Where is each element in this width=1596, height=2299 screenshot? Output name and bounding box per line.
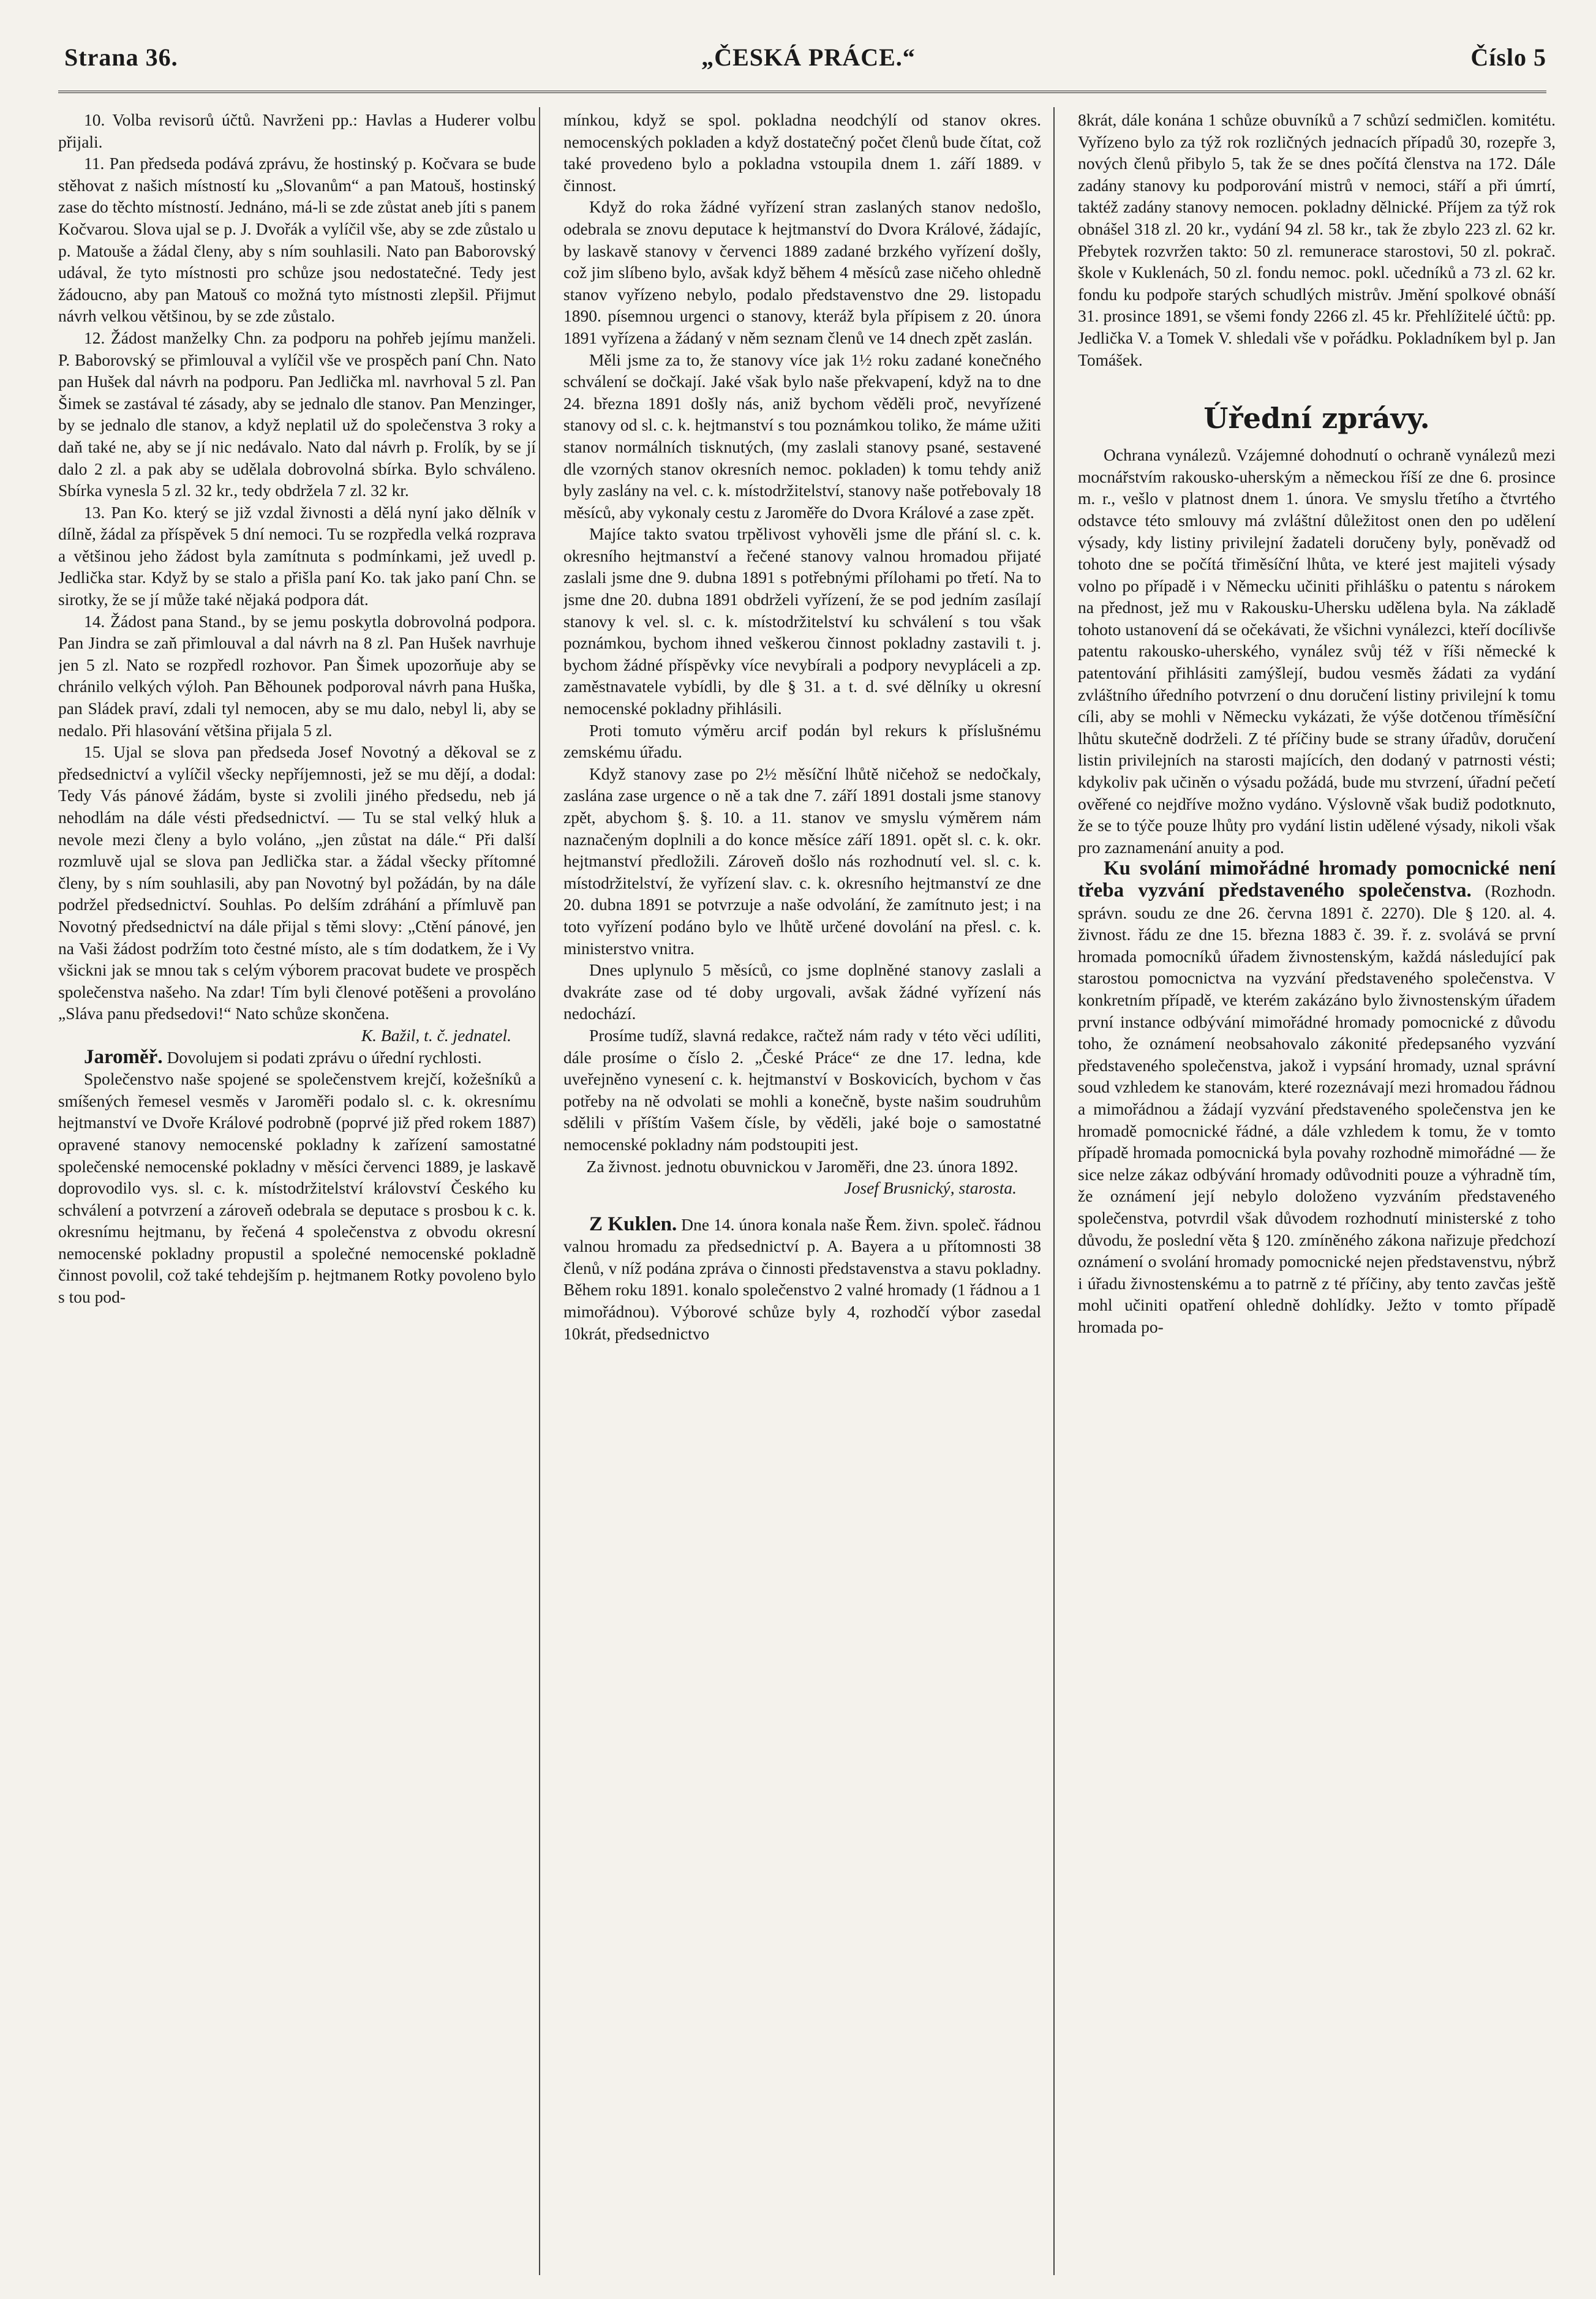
page-number: Strana 36.: [64, 43, 178, 71]
paragraph: Proti tomuto výměru arcif podán byl rekurs k příslušnému zemskému úřadu.: [563, 720, 1041, 762]
paragraph: 11. Pan předseda podává zprávu, že hostinský p. Kočvara se bude stěhovat z našich místností ku „Slovanům“ a pan Matouš, hostinský zase do těchto místností. Jednáno, má-li se zde zůstat aneb jíti s panem Kočvarou. Slova ujal se p. J. Dvořák a vylíčil vše, aby se zde zůstalo u p. Matouše a žádal členy, aby s ním souhlasili. Nato pan Baborovský udával, že tyto místnosti pro schůze jsou nedostatečné. Tedy jest žádoucno, aby pan Matouš co možná tyto místnosti zlepšil. Přijmut návrh velkou většinou, by se zde zůstalo.: [58, 154, 536, 326]
section-heading-kuklen: Z Kuklen.: [589, 1213, 677, 1235]
paragraph-lead: Dovolujem si podati zprávu o úřední rychlosti.: [167, 1047, 482, 1067]
column-divider: [539, 107, 540, 2275]
paragraph: Když stanovy zase po 2½ měsíční lhůtě ničehož se nedočkaly, zaslána zase urgence o ně a tak dne 7. září 1891 dostali jsme stanovy zpět, abychom §. §. 10. a 11. stanov ve smyslu výměrem nám naznačeným doplnili a do konce měsíce září 1891. opět sl. c. k. okr. hejtmanství předložili. Zároveň došlo nás rozhodnutí vel. sl. c. k. místodržitelství, že vyřízení slav. c. k. okresního hejtmanství ze dne 20. dubna 1891 se potvrzuje a naše odvolání, že zamítnuto jest; i na toto vyřízení podáno bylo ve lhůtě určené dovolání na přesl. c. k. ministerstvo vnitra.: [563, 764, 1041, 958]
dateline: [563, 1156, 1041, 1178]
paragraph: [563, 1214, 1041, 1345]
paragraph: [58, 1047, 536, 1069]
paragraph: Dnes uplynulo 5 měsíců, co jsme doplněné stanovy zaslali a dvakráte zase od té doby urgovali, avšak žádné vyřízení nás nedochází.: [563, 960, 1041, 1023]
paragraph: 14. Žádost pana Stand., by se jemu poskytla dobrovolná podpora. Pan Jindra se zaň přimlouval a dal návrh na 8 zl. Pan Hušek navrhuje jen 5 zl. Nato se rozpředl rozhovor. Pan Šimek upozorňuje aby se chránilo velkých výloh. Pan Běhounek podporoval návrh pana Huška, pan Sládek praví, zdali tyl nemocen, aby se mu dalo, nebyl li, aby se nedalo. Při hlasování většina přijala 5 zl.: [58, 611, 536, 740]
signature: [563, 1177, 1041, 1199]
paragraph: 13. Pan Ko. který se již vzdal živnosti a dělá nyní jako dělník v dílně, žádal za příspěvek 5 dní nemoci. Tu se rozpředla velká rozprava a většinou jeho žádost byla zamítnuta s podmínkami, jež uvedl p. Jedlička star. Když by se stalo a přišla paní Ko. tak jako paní Chn. se sirotky, že se jí může také nějaká podpora dát.: [58, 502, 536, 609]
spacer: [563, 1199, 1041, 1214]
paragraph: [1078, 858, 1556, 1338]
section-heading-jaromer: Jaroměř.: [84, 1045, 163, 1068]
column-divider: [1053, 107, 1055, 2275]
signature-text: K. Bažil, t. č. jednatel.: [361, 1025, 511, 1045]
subsection-heading: Ku svolání mimořádné hromady pomocnické není třeba vyzvání představeného společenstva.: [1078, 857, 1556, 901]
signature: [58, 1025, 536, 1047]
paragraph: Když do roka žádné vyřízení stran zaslaných stanov nedošlo, odebrala se znovu deputace k hejtmanství do Dvora Králové, žádajíc, by laskavě stanovy v červenci 1889 zadané brzkého vyřízení došly, což jim slíbeno bylo, avšak když během 4 měsíců zase ničeho ohledně stanov vyřízeno nebylo, podalo představenstvo dne 29. listopadu 1890. písemnou urgenci o stanovy, kteráž byla přípisem z 20. února 1891 vyřízena a žádaný v něm seznam členů ve 14 dnech zpět zaslán.: [563, 197, 1041, 347]
signature-text: Josef Brusnický, starosta.: [844, 1178, 1017, 1198]
paragraph: Prosíme tudíž, slavná redakce, račtež nám rady v této věci udíliti, dále prosíme o číslo 2. „České Práce“ ze dne 17. ledna, kde uveřejněno vynesení c. k. hejtmanství v Boskovicích, bychom v čas potřeby na ně odvolati se mohli a konečně, byste našim soudruhům sdělili v příštím Vašem čísle, by věděli, jaké boje o samostatné nemocenské pokladny nám podstoupiti jest.: [563, 1025, 1041, 1154]
paragraph: Měli jsme za to, že stanovy více jak 1½ roku zadané konečného schválení se dočkají. Jaké však bylo naše překvapení, když na to dne 24. března 1891 došly nás, aniž bychom věděli proč, nevyřízené stanovy od sl. c. k. hejtmanství s tou poznámkou toliko, že máme užiti stanov normálních tisknutých, (my zaslali stanovy psané, sestavené dle vzorných stanov okresních nemoc. pokladen) k tomu tehdy aniž byly zaslány na vel. c. k. místodržitelství, stanovy naše potřebovaly 18 měsíců, aby vykonaly cestu z Jaroměře do Dvora Králové a zase zpět.: [563, 350, 1041, 522]
column-1: [58, 109, 536, 2271]
paragraph-lead: Dne 14. února konala naše Řem. živn. společ. řádnou valnou hromadu za předsednictví p. A. Bayera a u přítomnosti 38 členů, v níž podána zpráva o činnosti představenstva a stavu pokladny. Během roku 1891. konalo společenstvo 2 valné hromady (1 řádnou a 1 mimořádnou). Výborové schůze byly 4, rozhodčí výbor zasedal 10krát, předsednictvo: [563, 1214, 1041, 1343]
dateline-text: Za živnost. jednotu obuvnickou v Jaroměři, dne 23. února 1892.: [586, 1156, 1018, 1176]
masthead-title: „ČESKÁ PRÁCE.“: [701, 43, 916, 71]
section-heading-uredni-zpravy: Úřední zprávy.: [1203, 402, 1430, 435]
paragraph: 12. Žádost manželky Chn. za podporu na pohřeb jejímu manželi. P. Baborovský se přimlouval a vylíčil vše ve prospěch paní Chn. Nato pan Hušek dal návrh na podporu. Pan Jedlička ml. navrhoval 5 zl. Pan Šimek se zastával té zásady, aby se jednalo dle stanov. Pan Menzinger, by se jednalo dle stanov, a když neplatil už do společenstva 3 roky a daň také ne, aby se jí nic nedávalo. Nato dal návrh p. Frolík, by se jí dalo 2 zl. a pak aby se udělala dobrovolná sbírka. Bylo schváleno. Sbírka vynesla 5 zl. 32 kr., tedy obdržela 7 zl. 32 kr.: [58, 328, 536, 500]
paragraph: 8krát, dále konána 1 schůze obuvníků a 7 schůzí sedmičlen. komitétu. Vyřízeno bylo za týž rok rozličných jednacích případů 30, rozepře 3, nových členů přibylo 5, tak že se dnes počítá členstva na 172. Dále zadány stanovy ku podporování mistrů v nemoci, stáří a při úmrtí, taktéž zadány stanovy nemocen. pokladny dělnické. Příjem za týž rok obnášel 318 zl. 20 kr., vydání 94 zl. 58 kr., tak že zbylo 223 zl. 62 kr. Přebytek rozvržen takto: 50 zl. remunerace starostovi, 50 zl. pokrač. škole v Kuklenách, 50 zl. fondu nemoc. pokl. učedníků a 73 zl. 62 kr. fondu ku podpoře starých schudlých mistrův. Jmění spolkové obnáší 31. prosince 1891, se všemi fondy 2266 zl. 45 kr. Přehlížitelé účtů: pp. Jedlička V. a Tomek V. shledali vše v pořádku. Pokladníkem byl p. Jan Tomášek.: [1078, 110, 1556, 369]
paragraph: Ochrana vynálezů. Vzájemné dohodnutí o ochraně vynálezů mezi mocnářstvím rakousko-uherským a německou říší ze dne 6. prosince m. r., vešlo v platnost dnem 1. února. Ve smyslu třetího a čtvrtého odstavce této smlouvy má zvláštní důležitost onen den po udělení výsady, kdy listiny privilejní žadateli doručeny byly, poněvadž od tohoto dne se počítá třiměsíční lhůta, ve které jest majiteli výsady volno po případě i v Německu učiniti přihlášku o patentu s nárokem na přednost, jež mu v Rakousku-Uhersku udělena byla. Na základě tohoto ustanovení dá se očekávati, že všichni vynálezci, kteří docílivše patentu rakousko-uherského, vynález svůj též v říši německé k patentování přihlásiti zamýšlejí, budou vesměs žádati za vydání zvláštního úředního potvrzení o dnu doručení listiny privilejní k tomu cíli, aby se mohli v Německu vykázati, že výše dotčenou tříměsíční lhůtu skutečně dodrželi. Z té příčiny bude se strany úřadův, doručení listin privilejních na starosti majících, den dodaný v patrnosti vésti; kdykoliv pak učiněn o výsadu požádá, bude mu stvrzení, úřadní pečetí ověřené co nejdříve možno vydáno. Výslovně však budiž podotknuto, že se to týče pouze lhůty pro vydání listin udělené výsady, nikoli však pro zaznamenání anuity a pod.: [1078, 445, 1556, 857]
paragraph: 15. Ujal se slova pan předseda Josef Novotný a děkoval se z předsednictví a vylíčil všecky nepříjemnosti, jež se mu dějí, a dodal: Tedy Vás pánové žádám, byste si zvolili jiného předsedu, neb já nehodlám na dále vésti předsednictví. — Tu se stal velký hluk a nevole mezi členy a bylo voláno, „jen zůstat na dále.“ Při další rozmluvě ujal se slova pan Jedlička star. a žádal všecky přítomné členy, by s ním souhlasili, aby pan Novotný byl požádán, by na dále podržel předsednictví. Souhlas. Po delším zdráhání a přímluvě pan Novotný předsednictví na dále přijal s těmi slovy: „Ctění pánové, jen na Vaši žádost podržím toto čestné místo, ale s tím dodatkem, že i Vy všickni jak se mnou tak s celým výborem pracovat budete ve prospěch společenstva našeho. Na zdar! Tím byli členové potěšeni a provoláno „Sláva panu předsedovi!“ Nato schůze skončena.: [58, 742, 536, 1023]
column-2: [563, 109, 1041, 2271]
header-rule: [58, 91, 1546, 93]
paragraph: 10. Volba revisorů účtů. Navrženi pp.: Havlas a Huderer volbu přijali.: [58, 110, 536, 151]
paragraph: Společenstvo naše spojené se společenstvem krejčí, kožešníků a smíšených řemesel vesměs v Jaroměři podalo sl. c. k. okresnímu hejtmanství ve Dvoře Králové podrobně (poprvé již před rokem 1887) opravené stanovy nemocenské pokladny k zařízení samostatné společenské nemocenské pokladny v měsíci červenci 1889, je laskavě doprovodilo vys. sl. c. k. místodržitelství království Českého ku schválení a potvrzení a zároveň odebrala se deputace s prosbou k c. k. okresnímu hejtmanu, by řečená 4 společenstva z obvodu okresní nemocenské pokladny propustil a společné nemocenské pokladně činnost povolil, což také tehdejším p. hejtmanem Rotky povoleno bylo s tou pod-: [58, 1069, 536, 1307]
column-3: [1078, 109, 1556, 2271]
paragraph-body: (Rozhodn. správn. soudu ze dne 26. června 1891 č. 2270). Dle § 120. al. 4. živnost. řádu ze dne 15. března 1883 č. 39. ř. z. svolává se první hromada pomocníků úřadem živnostenským, každá následující pak starostou pomocnictva na vyzvání představeného společenstva. V konkretním případě, ve kterém zakázáno bylo živnostenským úřadem první instance odbývání mimořádné hromady pomocnické z důvodu toho, že oznámení neobsahovalo zákonité předepsaného vyzvání představeného společenstva, jakož i vypsání hromady, uznal správní soud vzhledem ke stanovám, které rozeznávají mezi hromadou řádnou a mimořádnou a žádají vyzvání představeného společenstva jen ke hromadě pomocnické řádné, a dále vzhledem k tomu, že v tomto případě hromada pomocnická byla povahy rozhodně mimořádné — že sice nelze zákaz odbývání hromady odůvodniti pouze a výhradně tím, že oznámení její nebylo doloženo vyzváním představeného společenstva, potvrdil však důvodem rozhodnutí ministerské z toho důvodu, že poslední věta § 120. zmíněného zákona nařizuje předchozí oznámení o svolání hromady pomocnické nejen představenstvu, nýbrž i úřadu živnostenskému a to patrně z té příčiny, aby tento zavčas ještě mohl učiniti opatření ohledně dohlídky. Ježto v tomto případě hromada po-: [1078, 881, 1556, 1336]
paragraph: mínkou, když se spol. pokladna neodchýlí od stanov okres. nemocenských pokladen a když dostatečný počet členů bude čítat, což také provedeno bylo a pokladna vstoupila dnem 1. září 1889. v činnost.: [563, 110, 1041, 195]
paragraph: Majíce takto svatou trpělivost vyhověli jsme dle přání sl. c. k. okresního hejtmanství a řečené stanovy valnou hromadou přijaté zaslali jsme dne 9. dubna 1891 s potřebnými přílohami po třetí. Na to jsme dne 20. dubna 1891 obdrželi vyřízení, že se pod jedním zasílají stanovy k vel. sl. c. k. místodržitelství ku schválení s tou však poznámkou, bychom ihned veškerou činnost pokladny zastavili t. j. bychom žádné příspěvky více nevybírali a podpory nevypláceli a zp. zaměstnavatele vybídli, by dle § 31. a t. d. své dělníky u okresní nemocenské pokladny přihlásili.: [563, 524, 1041, 718]
issue-number: Číslo 5: [1470, 43, 1546, 71]
